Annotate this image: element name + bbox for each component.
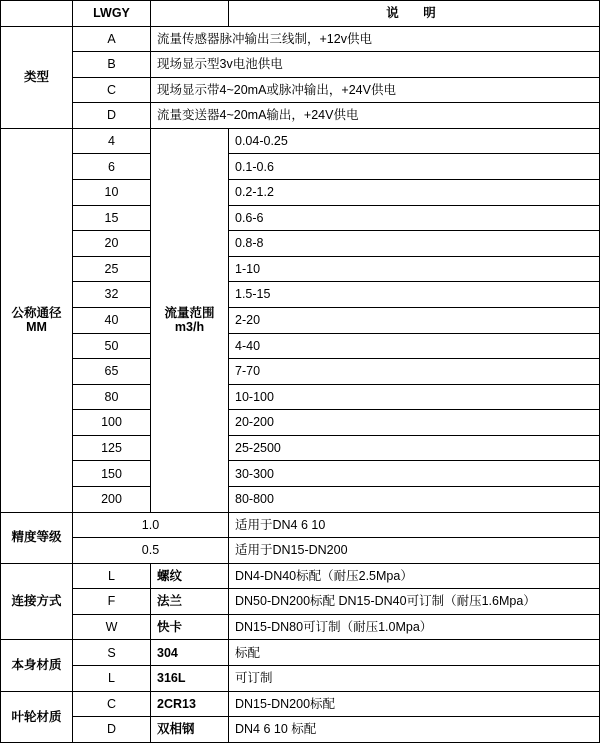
diameter-code-13: 150	[73, 461, 151, 487]
impeller-material-code-0: C	[73, 691, 151, 717]
body-material-mid-1: 316L	[151, 666, 229, 692]
table-row	[1, 77, 600, 103]
type-desc-0: 流量传感器脉冲输出三线制，+12v供电	[151, 26, 600, 52]
table-row	[1, 52, 600, 78]
type-code-0: A	[73, 26, 151, 52]
table-row	[1, 410, 600, 436]
header-category-cell	[1, 1, 73, 27]
diameter-desc-2: 0.2-1.2	[229, 180, 600, 206]
table-row	[1, 103, 600, 129]
impeller-material-desc-0: DN15-DN200标配	[229, 691, 600, 717]
table-row	[1, 154, 600, 180]
table-row	[1, 333, 600, 359]
table-row	[1, 589, 600, 615]
diameter-label-line2: MM	[26, 320, 47, 335]
section-label-connection: 连接方式	[1, 563, 73, 640]
table-row	[1, 461, 600, 487]
table-row	[1, 640, 600, 666]
diameter-desc-4: 0.8-8	[229, 231, 600, 257]
connection-desc-1: DN50-DN200标配 DN15-DN40可订制（耐压1.6Mpa）	[229, 589, 600, 615]
diameter-desc-13: 30-300	[229, 461, 600, 487]
section-label-diameter	[1, 128, 73, 512]
table-row	[1, 512, 600, 538]
accuracy-code-1: 0.5	[73, 538, 229, 564]
table-row	[1, 180, 600, 206]
type-code-2: C	[73, 77, 151, 103]
type-code-1: B	[73, 52, 151, 78]
section-label-accuracy: 精度等级	[1, 512, 73, 563]
body-material-code-0: S	[73, 640, 151, 666]
connection-mid-0: 螺纹	[151, 563, 229, 589]
diameter-code-5: 25	[73, 256, 151, 282]
connection-mid-1: 法兰	[151, 589, 229, 615]
diameter-code-10: 80	[73, 384, 151, 410]
diameter-desc-10: 10-100	[229, 384, 600, 410]
table-row	[1, 128, 600, 154]
diameter-code-0: 4	[73, 128, 151, 154]
table-row	[1, 614, 600, 640]
diameter-code-8: 50	[73, 333, 151, 359]
flow-range-line2: m3/h	[174, 320, 205, 335]
table-row	[1, 563, 600, 589]
table-row	[1, 486, 600, 512]
diameter-code-11: 100	[73, 410, 151, 436]
diameter-code-1: 6	[73, 154, 151, 180]
connection-desc-2: DN15-DN80可订制（耐压1.0Mpa）	[229, 614, 600, 640]
diameter-desc-9: 7-70	[229, 359, 600, 385]
diameter-desc-7: 2-20	[229, 307, 600, 333]
table-row	[1, 256, 600, 282]
diameter-code-9: 65	[73, 359, 151, 385]
header-description-cell: 说 明	[229, 1, 600, 27]
diameter-code-3: 15	[73, 205, 151, 231]
diameter-label-line1: 公称通径	[11, 305, 62, 320]
table-row	[1, 359, 600, 385]
diameter-code-4: 20	[73, 231, 151, 257]
connection-code-0: L	[73, 563, 151, 589]
accuracy-code-0: 1.0	[73, 512, 229, 538]
table-row	[1, 26, 600, 52]
table-header-row	[1, 1, 600, 27]
diameter-code-6: 32	[73, 282, 151, 308]
accuracy-desc-0: 适用于DN4 6 10	[229, 512, 600, 538]
diameter-desc-3: 0.6-6	[229, 205, 600, 231]
table-row	[1, 307, 600, 333]
diameter-desc-11: 20-200	[229, 410, 600, 436]
diameter-desc-14: 80-800	[229, 486, 600, 512]
section-label-body-material: 本身材质	[1, 640, 73, 691]
impeller-material-mid-0: 2CR13	[151, 691, 229, 717]
section-label-impeller-material: 叶轮材质	[1, 691, 73, 742]
connection-desc-0: DN4-DN40标配（耐压2.5Mpa）	[229, 563, 600, 589]
diameter-code-2: 10	[73, 180, 151, 206]
header-mid-cell	[151, 1, 229, 27]
table-row	[1, 231, 600, 257]
connection-code-1: F	[73, 589, 151, 615]
body-material-desc-1: 可订制	[229, 666, 600, 692]
type-code-3: D	[73, 103, 151, 129]
diameter-desc-12: 25-2500	[229, 435, 600, 461]
type-desc-3: 流量变送器4~20mA输出，+24V供电	[151, 103, 600, 129]
diameter-desc-0: 0.04-0.25	[229, 128, 600, 154]
impeller-material-desc-1: DN4 6 10 标配	[229, 717, 600, 743]
diameter-code-14: 200	[73, 486, 151, 512]
table-row	[1, 666, 600, 692]
accuracy-desc-1: 适用于DN15-DN200	[229, 538, 600, 564]
connection-mid-2: 快卡	[151, 614, 229, 640]
table-row	[1, 691, 600, 717]
diameter-code-12: 125	[73, 435, 151, 461]
body-material-code-1: L	[73, 666, 151, 692]
flow-range-label	[151, 128, 229, 512]
table-row	[1, 282, 600, 308]
table-row	[1, 384, 600, 410]
diameter-desc-5: 1-10	[229, 256, 600, 282]
diameter-desc-8: 4-40	[229, 333, 600, 359]
diameter-code-7: 40	[73, 307, 151, 333]
table-row	[1, 538, 600, 564]
diameter-desc-1: 0.1-0.6	[229, 154, 600, 180]
table-row	[1, 717, 600, 743]
body-material-mid-0: 304	[151, 640, 229, 666]
type-desc-1: 现场显示型3v电池供电	[151, 52, 600, 78]
section-label-type: 类型	[1, 26, 73, 128]
header-code-cell: LWGY	[73, 1, 151, 27]
connection-code-2: W	[73, 614, 151, 640]
impeller-material-code-1: D	[73, 717, 151, 743]
flow-range-line1: 流量范围	[164, 305, 215, 320]
type-desc-2: 现场显示带4~20mA或脉冲输出，+24V供电	[151, 77, 600, 103]
body-material-desc-0: 标配	[229, 640, 600, 666]
table-row	[1, 435, 600, 461]
table-row	[1, 205, 600, 231]
impeller-material-mid-1: 双相钢	[151, 717, 229, 743]
diameter-desc-6: 1.5-15	[229, 282, 600, 308]
